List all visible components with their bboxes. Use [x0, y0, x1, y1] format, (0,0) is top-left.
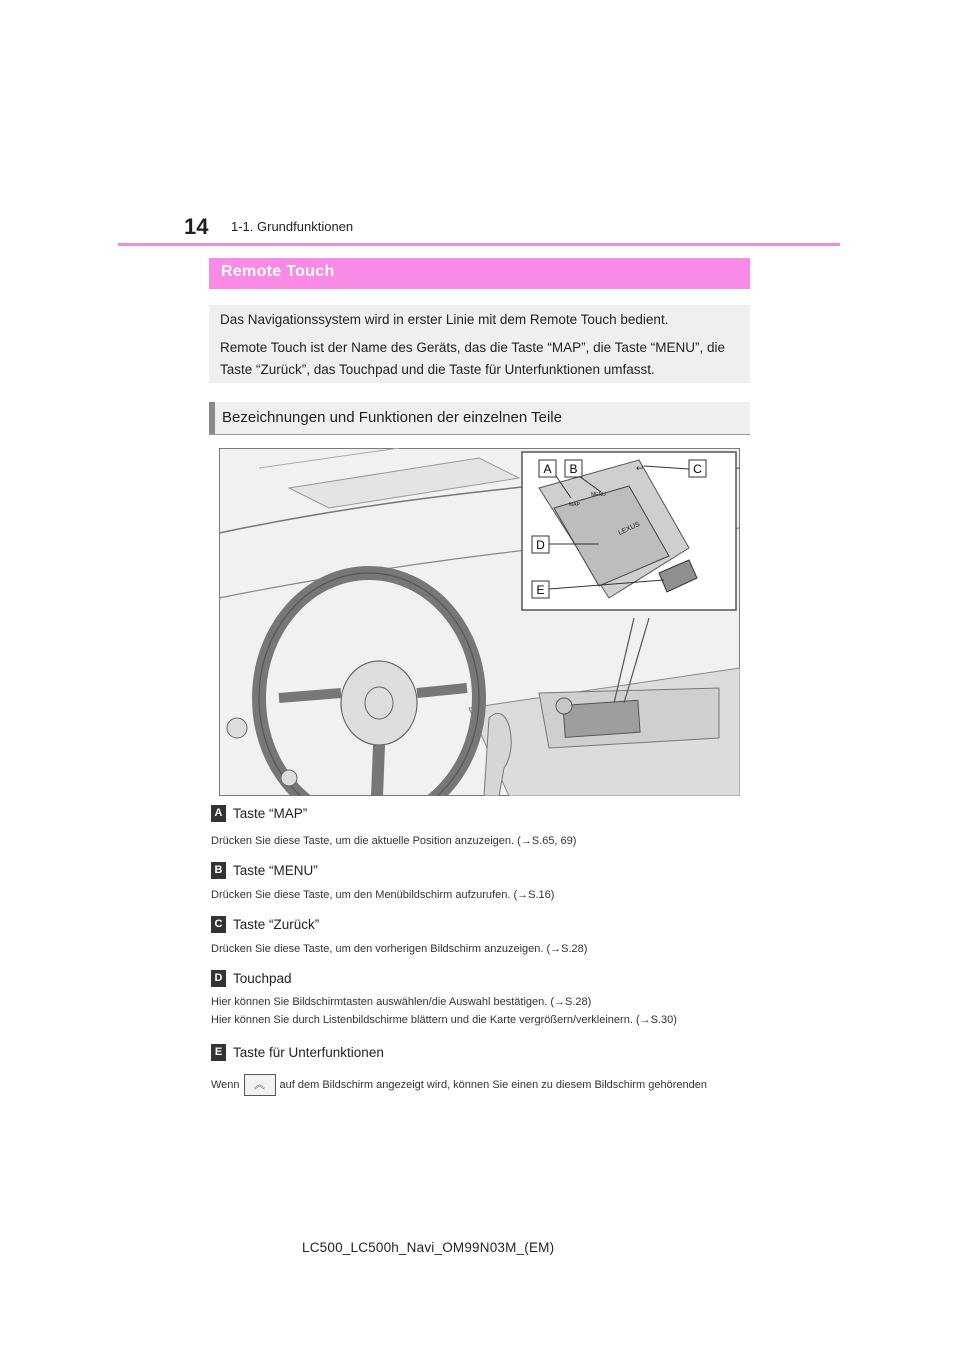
item-b-title: Taste “MENU” [233, 863, 318, 878]
callout-d: D [536, 538, 545, 552]
item-a-desc: Drücken Sie diese Taste, um die aktuelle Position anzuzeigen. (→S.65, 69) [211, 835, 577, 847]
callout-c: C [693, 462, 702, 476]
back-arrow-icon: ↩ [636, 463, 644, 473]
item-b-desc: Drücken Sie diese Taste, um den Menübildschirm aufzurufen. (→S.16) [211, 889, 555, 901]
item-c-desc: Drücken Sie diese Taste, um den vorherigen Bildschirm anzuzeigen. (→S.28) [211, 943, 588, 955]
item-c-badge: C [211, 916, 226, 933]
item-d-desc: Hier können Sie Bildschirmtasten auswählen/die Auswahl bestätigen. (→S.28) [211, 996, 592, 1008]
footer-doc-code: LC500_LC500h_Navi_OM99N03M_(EM) [302, 1240, 555, 1255]
header-rule [118, 243, 840, 246]
item-d-desc-2: Hier können Sie durch Listenbildschirme blättern und die Karte vergrößern/verkleinern. (→S.30) [211, 1014, 677, 1026]
item-e-title: Taste für Unterfunktionen [233, 1045, 384, 1060]
item-e-desc-after: auf dem Bildschirm angezeigt wird, können Sie einen zu diesem Bildschirm gehörenden [279, 1078, 707, 1091]
item-b-badge: B [211, 862, 226, 879]
remote-touch-illustration [219, 448, 740, 796]
item-e-badge: E [211, 1044, 226, 1061]
subsection-accent [209, 402, 215, 434]
item-e-desc [211, 1074, 707, 1096]
item-d-badge: D [211, 970, 226, 987]
intro-text-2: Remote Touch ist der Name des Geräts, das die Taste “MAP”, die Taste “MENU”, die Taste “Zurück”, das Touchpad und die Taste für Unterfunktionen umfasst. [220, 340, 725, 377]
callout-b: B [569, 462, 578, 476]
chapter-title: 1-1. Grundfunktionen [231, 219, 354, 234]
map-button-label: MAP [569, 502, 580, 508]
menu-button-label: MENU [591, 492, 606, 498]
intro-text-1: Das Navigationssystem wird in erster Linie mit dem Remote Touch bedient. [220, 312, 669, 327]
item-a-badge: A [211, 805, 226, 822]
item-d-title: Touchpad [233, 971, 292, 986]
callout-a: A [543, 462, 552, 476]
lexus-logo: LEXUS [617, 520, 642, 537]
item-a-title: Taste “MAP” [233, 806, 308, 821]
callout-e: E [536, 583, 545, 597]
item-c-title: Taste “Zurück” [233, 917, 320, 932]
page-number: 14 [184, 214, 209, 239]
sub-function-icon: ︽ [244, 1074, 276, 1096]
subsection-title: Bezeichnungen und Funktionen der einzelnen Teile [222, 409, 562, 426]
section-title: Remote Touch [221, 263, 335, 280]
item-e-desc-before: Wenn [211, 1078, 240, 1091]
